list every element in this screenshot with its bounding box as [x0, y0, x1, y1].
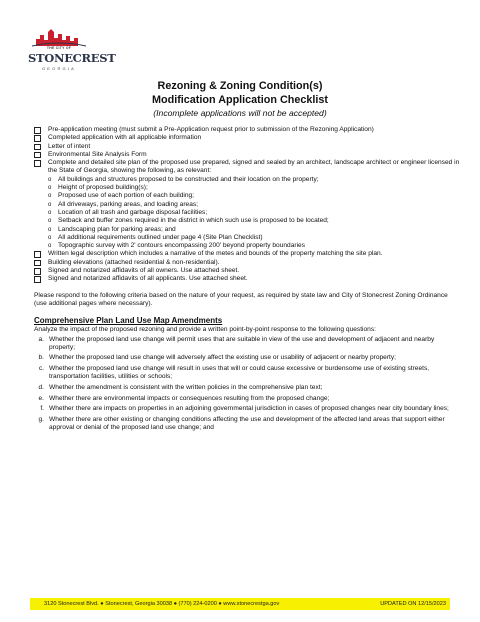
question-item: [34, 365, 460, 382]
bullet-icon: o: [48, 193, 52, 200]
question-text: Whether there are environmental impacts or consequences resulting from the proposed change;: [49, 394, 330, 402]
question-text: Whether the proposed land use change will permit uses that are suitable in view of the use and development of adjacent and nearby property;: [49, 335, 435, 351]
site-plan-item: [34, 201, 460, 209]
checkbox-icon[interactable]: [34, 127, 41, 134]
question-letter: a.: [38, 335, 44, 343]
checkbox-icon[interactable]: [34, 135, 41, 142]
question-item: [34, 395, 460, 403]
checklist-item-text: Pre-application meeting (must submit a Pre-Application request prior to submission of the Rezoning Application): [48, 126, 374, 133]
question-letter: c.: [38, 365, 44, 373]
site-plan-item-text: Landscaping plan for parking areas; and: [58, 225, 176, 233]
checklist-item: [34, 143, 460, 151]
checkbox-icon[interactable]: [34, 160, 41, 167]
site-plan-item: [34, 176, 460, 184]
checklist: [34, 126, 460, 176]
bullet-icon: o: [48, 201, 52, 208]
site-plan-item: [34, 242, 460, 250]
section-intro: Analyze the impact of the proposed rezoning and provide a written point-by-point response to the following questions:: [34, 326, 376, 334]
question-letter: e.: [38, 394, 44, 402]
question-item: [34, 336, 460, 353]
checklist-item: [34, 267, 460, 275]
bullet-icon: o: [48, 218, 52, 225]
checklist-item: [34, 134, 460, 142]
checklist-content: [34, 126, 460, 435]
checklist-item: [34, 250, 460, 258]
checklist-item-text: Letter of intent: [48, 142, 91, 150]
question-letter: d.: [38, 383, 44, 391]
checkbox-icon[interactable]: [34, 260, 41, 267]
question-letter: g.: [38, 415, 44, 423]
question-text: Whether the amendment is consistent with the written policies in the comprehensive plan text;: [49, 383, 323, 391]
checklist-item: [34, 126, 460, 134]
site-plan-item: [34, 217, 460, 225]
logo-city-line: THE CITY OF: [46, 46, 72, 50]
checkbox-icon[interactable]: [34, 144, 41, 151]
checklist-item-text: Building elevations (attached residential & non-residential).: [48, 258, 220, 266]
site-plan-item: [34, 226, 460, 234]
subtitle-text: (Incomplete applications will not be accepted): [153, 108, 327, 118]
page-title-line2: Modification Application Checklist: [152, 94, 328, 106]
page-subtitle: [0, 108, 480, 118]
page-footer: [30, 598, 450, 610]
checklist-item-text: Complete and detailed site plan of the proposed use prepared, signed and sealed by an architect, landscape architect or engineer licensed in the State of Georgia, showing the following, as relevant:: [48, 159, 460, 175]
question-item: [34, 405, 460, 413]
question-letter: f.: [40, 405, 44, 413]
checkbox-icon[interactable]: [34, 251, 41, 258]
checkbox-icon[interactable]: [34, 276, 41, 283]
question-item: [34, 384, 460, 392]
site-plan-item-text: Location of all trash and garbage disposal facilities;: [58, 208, 208, 216]
question-text: Whether there are other existing or changing conditions affecting the use and development of the affected land areas that support either approval or denial of the proposed land use change; and: [49, 415, 445, 431]
bullet-icon: o: [48, 226, 52, 233]
site-plan-item: [34, 192, 460, 200]
site-plan-item-text: All buildings and structures proposed to be constructed and their location on the property;: [58, 175, 319, 183]
site-plan-item-text: All driveways, parking areas, and loading areas;: [58, 200, 199, 208]
question-text: Whether the proposed land use change will result in uses that will or could cause excessive or burdensome use of existing streets, transportation facilities, utilities or schools;: [49, 365, 430, 381]
question-list: [34, 336, 460, 433]
question-item: [34, 354, 460, 362]
site-plan-item: [34, 209, 460, 217]
checklist-item: [34, 275, 460, 283]
question-text: Whether the proposed land use change will adversely affect the existing use or usability of adjacent or nearby property;: [49, 354, 396, 362]
checklist-item-text: Written legal description which includes a narrative of the metes and bounds of the property matching the site plan.: [48, 250, 383, 258]
site-plan-item-text: Proposed use of each portion of each building;: [58, 192, 194, 200]
bullet-icon: o: [48, 243, 52, 250]
question-text: Whether there are impacts on properties in an adjoining governmental jurisdiction in cases of proposed changes near city boundary lines;: [49, 405, 449, 413]
checkbox-icon[interactable]: [34, 152, 41, 159]
site-plan-item: [34, 234, 460, 242]
logo-name: STONECREST: [28, 51, 116, 65]
bullet-icon: o: [48, 185, 52, 192]
checklist-item: [34, 159, 460, 176]
respond-paragraph: Please respond to the following criteria based on the nature of your request, as required by state law and City of Stonecrest Zoning Ordinance (use additional pages where necessary).: [34, 291, 448, 307]
checklist-item: [34, 151, 460, 159]
checkbox-icon[interactable]: [34, 268, 41, 275]
section-heading: Comprehensive Plan Land Use Map Amendments: [34, 316, 223, 326]
site-plan-item: [34, 184, 460, 192]
site-plan-items: [34, 176, 460, 251]
site-plan-item-text: Setback and buffer zones required in the district in which such use is proposed to be located;: [58, 217, 329, 225]
footer-address: 3120 Stonecrest Blvd. ● Stonecrest, Georgia 30038 ● (770) 224-0200 ● www.stonecrestga.gov: [44, 601, 280, 607]
checklist-item-text: Completed application with all applicable information: [48, 134, 202, 142]
stonecrest-logo: [28, 28, 116, 78]
site-plan-item-text: All additional requirements outlined under page 4 (Site Plan Checklist): [58, 233, 263, 241]
checklist-item-text: Signed and notarized affidavits of all applicants. Use attached sheet.: [48, 275, 248, 283]
bullet-icon: o: [48, 234, 52, 241]
logo-state: GEORGIA: [41, 66, 77, 71]
footer-updated: UPDATED ON 12/15/2023: [380, 601, 446, 607]
site-plan-item-text: Topographic survey with 2' contours encompassing 200' beyond property boundaries: [58, 242, 306, 250]
question-item: [34, 416, 460, 433]
bullet-icon: o: [48, 176, 52, 183]
checklist-item-text: Signed and notarized affidavits of all owners. Use attached sheet.: [48, 267, 240, 275]
page-title-line1: Rezoning & Zoning Condition(s): [157, 80, 323, 92]
site-plan-item-text: Height of proposed building(s);: [58, 184, 148, 192]
question-letter: b.: [38, 354, 44, 362]
checklist-item: [34, 259, 460, 267]
checklist-item-text: Environmental Site Analysis Form: [48, 150, 147, 158]
checklist-continued: [34, 250, 460, 283]
bullet-icon: o: [48, 209, 52, 216]
